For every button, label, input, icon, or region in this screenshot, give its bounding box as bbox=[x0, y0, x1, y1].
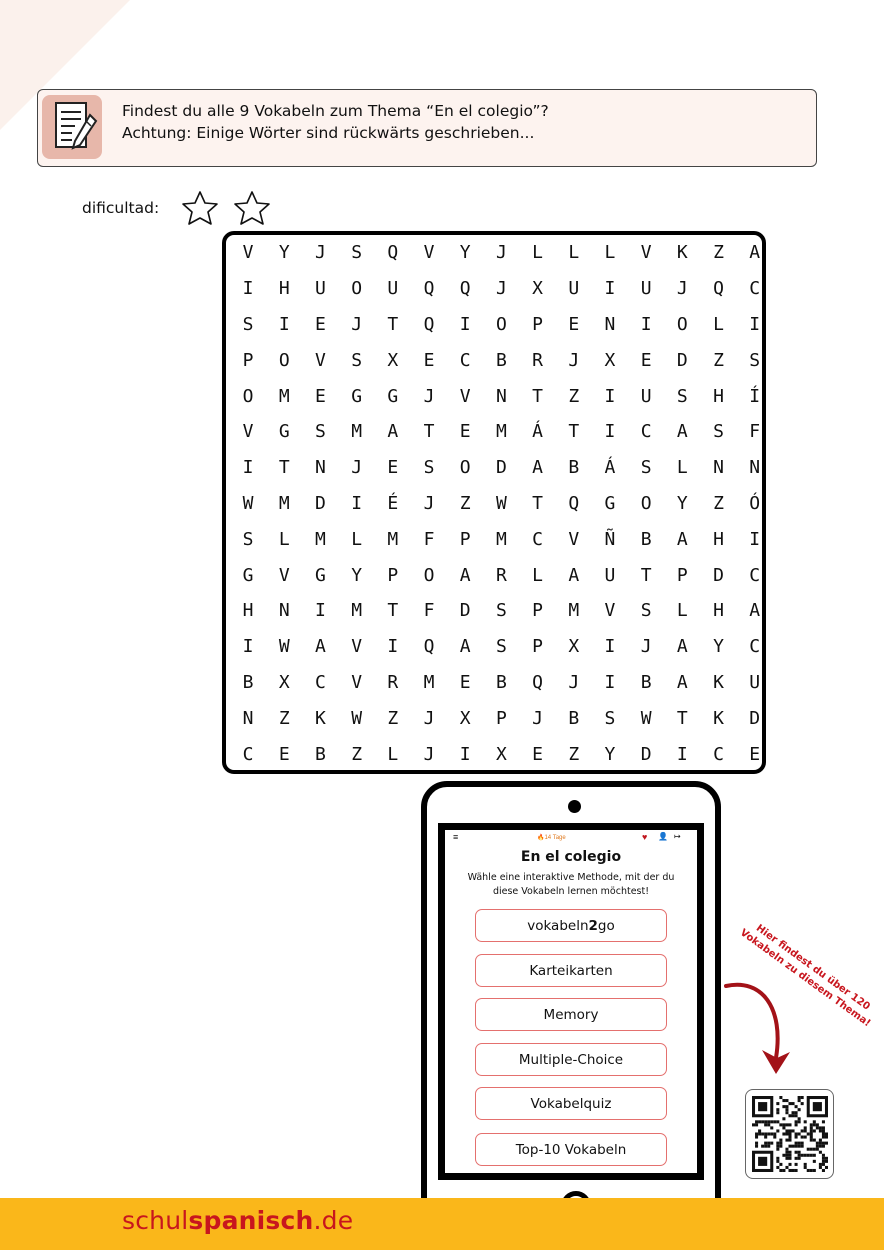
letter-grid bbox=[230, 235, 773, 772]
grid-letter: G bbox=[604, 492, 616, 514]
grid-letter: B bbox=[495, 671, 507, 693]
method-label-pre: Vokabelquiz bbox=[530, 1095, 612, 1112]
grid-letter: N bbox=[242, 707, 254, 729]
app-status-bar bbox=[445, 830, 697, 846]
grid-letter: P bbox=[532, 636, 544, 658]
logo-prefix: schul bbox=[122, 1206, 189, 1235]
grid-letter: U bbox=[387, 278, 399, 300]
grid-letter: C bbox=[749, 564, 761, 586]
grid-letter: Q bbox=[568, 492, 580, 514]
method-label-pre: Karteikarten bbox=[529, 962, 613, 979]
grid-letter: P bbox=[676, 564, 688, 586]
grid-letter: C bbox=[532, 528, 544, 550]
grid-letter: X bbox=[278, 671, 290, 693]
grid-letter: I bbox=[676, 743, 688, 765]
grid-letter: J bbox=[423, 492, 435, 514]
grid-letter: T bbox=[423, 421, 435, 443]
method-label-pre: vokabeln bbox=[527, 917, 589, 934]
grid-letter: G bbox=[351, 385, 363, 407]
method-button[interactable] bbox=[475, 954, 667, 987]
grid-letter: Z bbox=[387, 707, 399, 729]
grid-letter: O bbox=[242, 385, 254, 407]
grid-letter: G bbox=[387, 385, 399, 407]
qr-code[interactable] bbox=[745, 1089, 834, 1179]
grid-letter: J bbox=[315, 242, 326, 264]
grid-letter: A bbox=[676, 421, 688, 443]
grid-letter: E bbox=[387, 457, 399, 479]
grid-letter: A bbox=[568, 564, 580, 586]
grid-letter: Y bbox=[604, 743, 616, 765]
tablet-screen bbox=[438, 823, 704, 1180]
grid-letter: F bbox=[423, 600, 435, 622]
grid-letter: U bbox=[640, 278, 652, 300]
grid-letter: É bbox=[387, 492, 399, 514]
grid-letter: B bbox=[242, 671, 254, 693]
screen-subtitle: Wähle eine interaktive Methode, mit der du diese Vokabeln lernen möchtest! bbox=[467, 872, 675, 897]
screen-title: En el colegio bbox=[520, 849, 622, 865]
site-logo[interactable] bbox=[122, 1206, 353, 1235]
qr-code-icon bbox=[752, 1096, 828, 1172]
grid-letter: L bbox=[387, 743, 399, 765]
grid-letter: Z bbox=[459, 492, 471, 514]
grid-letter: N bbox=[495, 385, 507, 407]
grid-letter: F bbox=[423, 528, 435, 550]
grid-letter: I bbox=[749, 528, 761, 550]
grid-letter: L bbox=[713, 313, 724, 335]
grid-letter: X bbox=[604, 349, 616, 371]
grid-letter: S bbox=[242, 313, 254, 335]
grid-letter: B bbox=[568, 707, 580, 729]
grid-letter: D bbox=[749, 707, 761, 729]
heart-icon[interactable]: ♥ bbox=[642, 832, 648, 842]
grid-letter: W bbox=[640, 707, 652, 729]
grid-letter: I bbox=[604, 278, 616, 300]
grid-letter: Í bbox=[749, 385, 761, 407]
grid-letter: C bbox=[749, 636, 761, 658]
grid-letter: M bbox=[568, 600, 580, 622]
grid-letter: U bbox=[315, 278, 326, 300]
grid-letter: I bbox=[242, 278, 254, 300]
grid-letter: P bbox=[459, 528, 471, 550]
grid-letter: I bbox=[749, 313, 761, 335]
grid-letter: G bbox=[242, 564, 254, 586]
grid-letter: L bbox=[568, 242, 580, 264]
grid-letter: M bbox=[387, 528, 399, 550]
grid-letter: L bbox=[604, 242, 616, 264]
grid-letter: M bbox=[278, 385, 290, 407]
grid-letter: R bbox=[495, 564, 507, 586]
grid-letter: Z bbox=[713, 492, 724, 514]
method-button[interactable] bbox=[475, 1087, 667, 1120]
logo-suffix: .de bbox=[313, 1206, 354, 1235]
grid-letter: V bbox=[315, 349, 326, 371]
grid-letter: P bbox=[532, 313, 544, 335]
grid-letter: Q bbox=[423, 636, 435, 658]
grid-letter: N bbox=[749, 457, 761, 479]
user-icon[interactable]: 👤 bbox=[658, 832, 668, 841]
grid-letter: V bbox=[351, 636, 363, 658]
grid-letter: I bbox=[351, 492, 363, 514]
method-button[interactable] bbox=[475, 1133, 667, 1166]
grid-letter: S bbox=[676, 385, 688, 407]
grid-letter: U bbox=[604, 564, 616, 586]
grid-letter: X bbox=[568, 636, 580, 658]
grid-letter: M bbox=[495, 528, 507, 550]
grid-letter: I bbox=[242, 457, 254, 479]
grid-letter: L bbox=[278, 528, 290, 550]
grid-letter: C bbox=[242, 743, 254, 765]
grid-letter: Q bbox=[387, 242, 399, 264]
grid-letter: I bbox=[604, 636, 616, 658]
grid-letter: N bbox=[604, 313, 616, 335]
method-label-post: go bbox=[597, 917, 615, 934]
grid-letter: E bbox=[423, 349, 435, 371]
grid-letter: S bbox=[242, 528, 254, 550]
grid-letter: H bbox=[278, 278, 290, 300]
grid-letter: Z bbox=[568, 743, 580, 765]
grid-letter: Ñ bbox=[604, 528, 616, 550]
grid-letter: W bbox=[495, 492, 507, 514]
grid-letter: Y bbox=[278, 242, 290, 264]
grid-letter: E bbox=[640, 349, 652, 371]
grid-letter: T bbox=[532, 492, 544, 514]
grid-letter: I bbox=[459, 313, 471, 335]
grid-letter: Y bbox=[459, 242, 471, 264]
grid-letter: U bbox=[568, 278, 580, 300]
grid-letter: I bbox=[604, 671, 616, 693]
grid-letter: N bbox=[315, 457, 326, 479]
grid-letter: H bbox=[713, 600, 724, 622]
grid-letter: O bbox=[495, 313, 507, 335]
grid-letter: N bbox=[713, 457, 724, 479]
grid-letter: T bbox=[640, 564, 652, 586]
grid-letter: H bbox=[242, 600, 254, 622]
tablet-mockup bbox=[421, 781, 721, 1229]
grid-letter: M bbox=[278, 492, 290, 514]
grid-letter: G bbox=[315, 564, 326, 586]
method-button[interactable] bbox=[475, 909, 667, 942]
grid-letter: P bbox=[387, 564, 399, 586]
grid-letter: Q bbox=[423, 278, 435, 300]
menu-icon[interactable]: ≡ bbox=[453, 832, 459, 842]
worksheet-pencil-icon bbox=[42, 95, 102, 159]
grid-letter: I bbox=[315, 600, 326, 622]
grid-letter: S bbox=[495, 600, 507, 622]
grid-letter: L bbox=[351, 528, 363, 550]
grid-letter: J bbox=[640, 636, 652, 658]
instruction-text bbox=[122, 100, 802, 144]
grid-letter: S bbox=[749, 349, 761, 371]
grid-letter: I bbox=[640, 313, 652, 335]
logout-icon[interactable]: ↦ bbox=[674, 832, 681, 841]
grid-letter: Y bbox=[713, 636, 724, 658]
grid-letter: D bbox=[640, 743, 652, 765]
grid-letter: W bbox=[351, 707, 363, 729]
grid-letter: I bbox=[604, 385, 616, 407]
streak-badge: 🔥14 Tage bbox=[537, 835, 566, 841]
tablet-camera bbox=[568, 800, 581, 813]
grid-letter: P bbox=[495, 707, 507, 729]
grid-letter: J bbox=[495, 242, 507, 264]
grid-letter: H bbox=[713, 385, 724, 407]
grid-letter: V bbox=[640, 242, 652, 264]
grid-letter: J bbox=[351, 313, 363, 335]
grid-letter: J bbox=[423, 743, 435, 765]
grid-letter: I bbox=[278, 313, 290, 335]
grid-letter: Á bbox=[604, 457, 616, 479]
grid-letter: E bbox=[568, 313, 580, 335]
grid-letter: A bbox=[532, 457, 544, 479]
grid-letter: Z bbox=[713, 349, 724, 371]
grid-letter: E bbox=[749, 743, 761, 765]
grid-letter: A bbox=[676, 636, 688, 658]
grid-letter: I bbox=[387, 636, 399, 658]
grid-letter: K bbox=[315, 707, 326, 729]
grid-letter: R bbox=[532, 349, 544, 371]
method-button[interactable] bbox=[475, 1043, 667, 1076]
grid-letter: V bbox=[604, 600, 616, 622]
grid-letter: L bbox=[676, 457, 688, 479]
grid-letter: V bbox=[242, 421, 254, 443]
grid-letter: V bbox=[459, 385, 471, 407]
grid-letter: L bbox=[532, 564, 544, 586]
grid-letter: K bbox=[713, 671, 724, 693]
grid-letter: Y bbox=[676, 492, 688, 514]
method-label-bold: 2 bbox=[588, 917, 598, 934]
grid-letter: A bbox=[749, 600, 761, 622]
method-label-pre: Top-10 Vokabeln bbox=[515, 1141, 627, 1158]
method-label-pre: Multiple-Choice bbox=[518, 1051, 624, 1068]
grid-letter: T bbox=[278, 457, 290, 479]
instruction-line-1: Findest du alle 9 Vokabeln zum Thema “En el colegio”? bbox=[122, 102, 549, 120]
grid-letter: J bbox=[532, 707, 544, 729]
grid-letter: Z bbox=[351, 743, 363, 765]
grid-letter: N bbox=[278, 600, 290, 622]
grid-letter: J bbox=[568, 671, 580, 693]
grid-letter: T bbox=[532, 385, 544, 407]
grid-letter: G bbox=[278, 421, 290, 443]
grid-letter: Y bbox=[351, 564, 363, 586]
method-button[interactable] bbox=[475, 998, 667, 1031]
grid-letter: V bbox=[568, 528, 580, 550]
word-search-grid bbox=[222, 231, 766, 774]
grid-letter: E bbox=[278, 743, 290, 765]
grid-letter: M bbox=[315, 528, 326, 550]
grid-letter: D bbox=[495, 457, 507, 479]
grid-letter: A bbox=[749, 242, 761, 264]
grid-letter: D bbox=[713, 564, 724, 586]
grid-letter: Q bbox=[423, 313, 435, 335]
grid-letter: J bbox=[423, 385, 435, 407]
grid-letter: P bbox=[242, 349, 254, 371]
grid-letter: S bbox=[640, 457, 652, 479]
grid-letter: E bbox=[459, 671, 471, 693]
grid-letter: S bbox=[351, 349, 363, 371]
grid-letter: A bbox=[315, 636, 326, 658]
difficulty-label: dificultad: bbox=[82, 199, 160, 217]
grid-letter: S bbox=[604, 707, 616, 729]
grid-letter: I bbox=[459, 743, 471, 765]
grid-letter: B bbox=[495, 349, 507, 371]
grid-letter: S bbox=[423, 457, 435, 479]
grid-letter: Á bbox=[532, 421, 544, 443]
grid-letter: T bbox=[387, 313, 399, 335]
grid-letter: O bbox=[351, 278, 363, 300]
grid-letter: M bbox=[351, 600, 363, 622]
grid-letter: A bbox=[676, 528, 688, 550]
grid-letter: D bbox=[676, 349, 688, 371]
curved-arrow-icon bbox=[722, 978, 802, 1078]
grid-letter: J bbox=[495, 278, 507, 300]
grid-letter: Q bbox=[713, 278, 724, 300]
grid-letter: Z bbox=[568, 385, 580, 407]
instruction-box bbox=[37, 89, 817, 167]
grid-letter: I bbox=[604, 421, 616, 443]
grid-letter: K bbox=[676, 242, 688, 264]
star-outline-icon bbox=[180, 190, 220, 226]
grid-letter: Q bbox=[459, 278, 471, 300]
grid-letter: T bbox=[387, 600, 399, 622]
grid-letter: V bbox=[278, 564, 290, 586]
grid-letter: I bbox=[242, 636, 254, 658]
grid-letter: B bbox=[640, 671, 652, 693]
grid-letter: X bbox=[495, 743, 507, 765]
grid-letter: W bbox=[278, 636, 290, 658]
grid-letter: D bbox=[315, 492, 326, 514]
grid-letter: J bbox=[568, 349, 580, 371]
method-label-pre: Memory bbox=[543, 1006, 599, 1023]
grid-letter: B bbox=[568, 457, 580, 479]
grid-letter: C bbox=[315, 671, 326, 693]
grid-letter: S bbox=[713, 421, 724, 443]
grid-letter: P bbox=[532, 600, 544, 622]
grid-letter: A bbox=[676, 671, 688, 693]
grid-letter: C bbox=[459, 349, 471, 371]
grid-letter: R bbox=[387, 671, 399, 693]
grid-letter: M bbox=[495, 421, 507, 443]
grid-letter: J bbox=[423, 707, 435, 729]
grid-letter: D bbox=[459, 600, 471, 622]
grid-letter: A bbox=[459, 636, 471, 658]
grid-letter: Q bbox=[532, 671, 544, 693]
grid-letter: Z bbox=[278, 707, 290, 729]
grid-letter: M bbox=[351, 421, 363, 443]
grid-letter: H bbox=[713, 528, 724, 550]
grid-letter: T bbox=[676, 707, 688, 729]
grid-letter: Ó bbox=[749, 492, 761, 514]
grid-letter: O bbox=[278, 349, 290, 371]
logo-bold: spanisch bbox=[188, 1206, 314, 1235]
grid-letter: O bbox=[676, 313, 688, 335]
instruction-line-2: Achtung: Einige Wörter sind rückwärts geschrieben... bbox=[122, 124, 535, 142]
grid-letter: B bbox=[315, 743, 326, 765]
grid-letter: U bbox=[640, 385, 652, 407]
grid-letter: J bbox=[676, 278, 688, 300]
grid-letter: E bbox=[315, 313, 326, 335]
side-note: Hier findest du über 120 Vokabeln zu diesem Thema! bbox=[737, 922, 873, 1030]
grid-letter: S bbox=[315, 421, 326, 443]
grid-letter: X bbox=[387, 349, 399, 371]
grid-letter: X bbox=[459, 707, 471, 729]
grid-letter: L bbox=[532, 242, 544, 264]
grid-letter: M bbox=[423, 671, 435, 693]
grid-letter: X bbox=[532, 278, 544, 300]
grid-letter: C bbox=[749, 278, 761, 300]
grid-letter: O bbox=[640, 492, 652, 514]
grid-letter: V bbox=[351, 671, 363, 693]
footer-bar bbox=[0, 1198, 884, 1250]
grid-letter: C bbox=[713, 743, 724, 765]
grid-letter: K bbox=[713, 707, 724, 729]
star-outline-icon bbox=[232, 190, 272, 226]
grid-letter: E bbox=[459, 421, 471, 443]
grid-letter: J bbox=[351, 457, 363, 479]
grid-letter: E bbox=[532, 743, 544, 765]
grid-letter: F bbox=[749, 421, 761, 443]
grid-letter: A bbox=[387, 421, 399, 443]
grid-letter: U bbox=[749, 671, 761, 693]
grid-letter: C bbox=[640, 421, 652, 443]
grid-letter: W bbox=[242, 492, 254, 514]
grid-letter: S bbox=[351, 242, 363, 264]
grid-letter: L bbox=[676, 600, 688, 622]
grid-letter: O bbox=[423, 564, 435, 586]
grid-letter: O bbox=[459, 457, 471, 479]
grid-letter: B bbox=[640, 528, 652, 550]
grid-letter: Z bbox=[713, 242, 724, 264]
grid-letter: E bbox=[315, 385, 326, 407]
grid-letter: S bbox=[640, 600, 652, 622]
grid-letter: V bbox=[423, 242, 435, 264]
grid-letter: T bbox=[568, 421, 580, 443]
grid-letter: V bbox=[242, 242, 254, 264]
grid-letter: S bbox=[495, 636, 507, 658]
grid-letter: A bbox=[459, 564, 471, 586]
